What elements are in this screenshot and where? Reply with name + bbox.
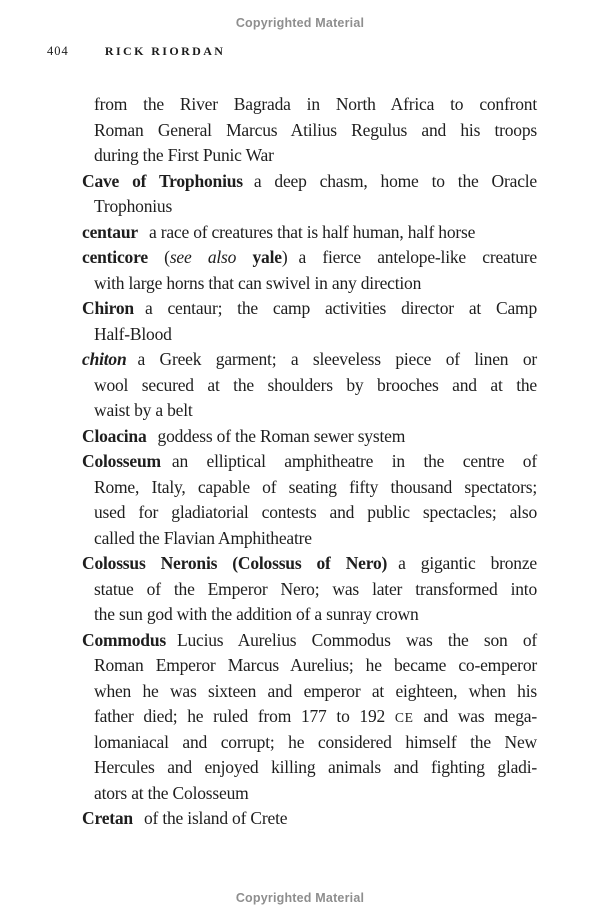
text-segment: goddess of the Roman sewer system	[157, 425, 406, 446]
author-running-head: RICK RIORDAN	[104, 44, 226, 58]
text-line	[82, 577, 537, 603]
glossary-term: Cretan	[82, 808, 133, 828]
text-segment: father died; he ruled from 177 to 192	[94, 706, 395, 726]
text-segment: Trophonius	[94, 196, 173, 216]
copyright-notice-top: Copyrighted Material	[235, 16, 365, 30]
text-line	[82, 194, 537, 220]
text-line	[82, 551, 537, 577]
text-line	[82, 449, 537, 475]
text-line	[82, 806, 537, 832]
text-line	[82, 92, 537, 118]
text-segment: statue of the Emperor Nero; was later transformed into	[94, 578, 537, 599]
text-line	[82, 118, 537, 144]
text-segment: CE	[394, 710, 414, 725]
text-segment: wool secured at the shoulders by brooches and at the	[94, 374, 537, 395]
text-segment: used for gladiatorial contests and public spectacles; also	[94, 502, 537, 522]
glossary-term: Chiron	[82, 298, 134, 318]
text-segment: a centaur; the camp activities director at Camp	[144, 298, 537, 318]
text-segment	[236, 247, 252, 267]
text-segment: Lucius Aurelius Commodus was the son of	[176, 629, 537, 650]
text-segment: a fierce antelope-like creature	[298, 247, 537, 267]
glossary-term: Colossus Neronis (Colossus of Nero)	[82, 553, 388, 573]
glossary-term: Cave of Trophonius	[82, 170, 243, 191]
text-segment: see also	[169, 247, 237, 267]
text-line	[82, 220, 537, 246]
text-line	[82, 475, 537, 501]
text-line	[82, 755, 537, 781]
text-line	[82, 628, 537, 654]
text-line	[82, 143, 537, 169]
text-segment: (	[147, 247, 170, 267]
text-line	[82, 704, 537, 730]
text-segment: called the Flavian Amphitheatre	[94, 527, 312, 548]
text-segment: Hercules and enjoyed killing animals and fighting gladi-	[94, 757, 537, 777]
text-line	[82, 245, 537, 271]
text-segment: yale	[252, 247, 282, 267]
text-line	[82, 424, 537, 450]
text-segment: a deep chasm, home to the Oracle	[253, 170, 537, 191]
glossary-term: centicore	[82, 247, 148, 267]
text-line	[82, 653, 537, 679]
text-line	[82, 730, 537, 756]
text-line	[82, 526, 537, 552]
text-line	[82, 679, 537, 705]
text-line	[82, 373, 537, 399]
text-segment: the sun god with the addition of a sunray crown	[94, 604, 419, 624]
text-line	[82, 322, 537, 348]
text-segment: and was mega-	[413, 706, 537, 726]
text-segment: during the First Punic War	[94, 145, 274, 165]
text-segment: Rome, Italy, capable of seating fifty thousand spectators;	[94, 476, 537, 497]
copyright-notice-bottom: Copyrighted Material	[235, 891, 365, 905]
text-segment: from the River Bagrada in North Africa to confront	[94, 94, 537, 114]
text-line	[82, 500, 537, 526]
text-line	[82, 271, 537, 297]
page-number: 404	[47, 44, 69, 58]
glossary-text-block	[82, 92, 537, 832]
glossary-term: Colosseum	[82, 451, 161, 471]
text-segment: lomaniacal and corrupt; he considered himself the New	[94, 731, 537, 752]
text-segment: with large horns that can swivel in any direction	[94, 272, 422, 293]
text-line	[82, 602, 537, 628]
text-line	[82, 398, 537, 424]
text-line	[82, 781, 537, 807]
text-segment: a gigantic bronze	[398, 553, 537, 573]
text-segment: when he was sixteen and emperor at eighteen, when his	[94, 680, 537, 701]
text-segment: Roman General Marcus Atilius Regulus and his troops	[94, 119, 537, 140]
text-segment: waist by a belt	[94, 400, 193, 420]
running-header	[47, 44, 225, 59]
glossary-term: centaur	[82, 221, 138, 242]
text-segment: a Greek garment; a sleeveless piece of linen or	[137, 349, 537, 369]
text-line	[82, 296, 537, 322]
text-segment: )	[281, 247, 288, 267]
text-segment: ators at the Colosseum	[94, 782, 249, 803]
text-segment: Half-Blood	[94, 323, 172, 344]
text-segment: Roman Emperor Marcus Aurelius; he became co-emperor	[94, 655, 537, 675]
glossary-term: Cloacina	[82, 425, 147, 446]
glossary-term: Commodus	[82, 629, 166, 650]
text-segment: of the island of Crete	[143, 808, 288, 828]
glossary-term: chiton	[82, 349, 127, 369]
text-segment: a race of creatures that is half human, half horse	[148, 221, 476, 242]
text-line	[82, 169, 537, 195]
text-segment: an elliptical amphitheatre in the centre of	[171, 451, 537, 471]
text-line	[82, 347, 537, 373]
